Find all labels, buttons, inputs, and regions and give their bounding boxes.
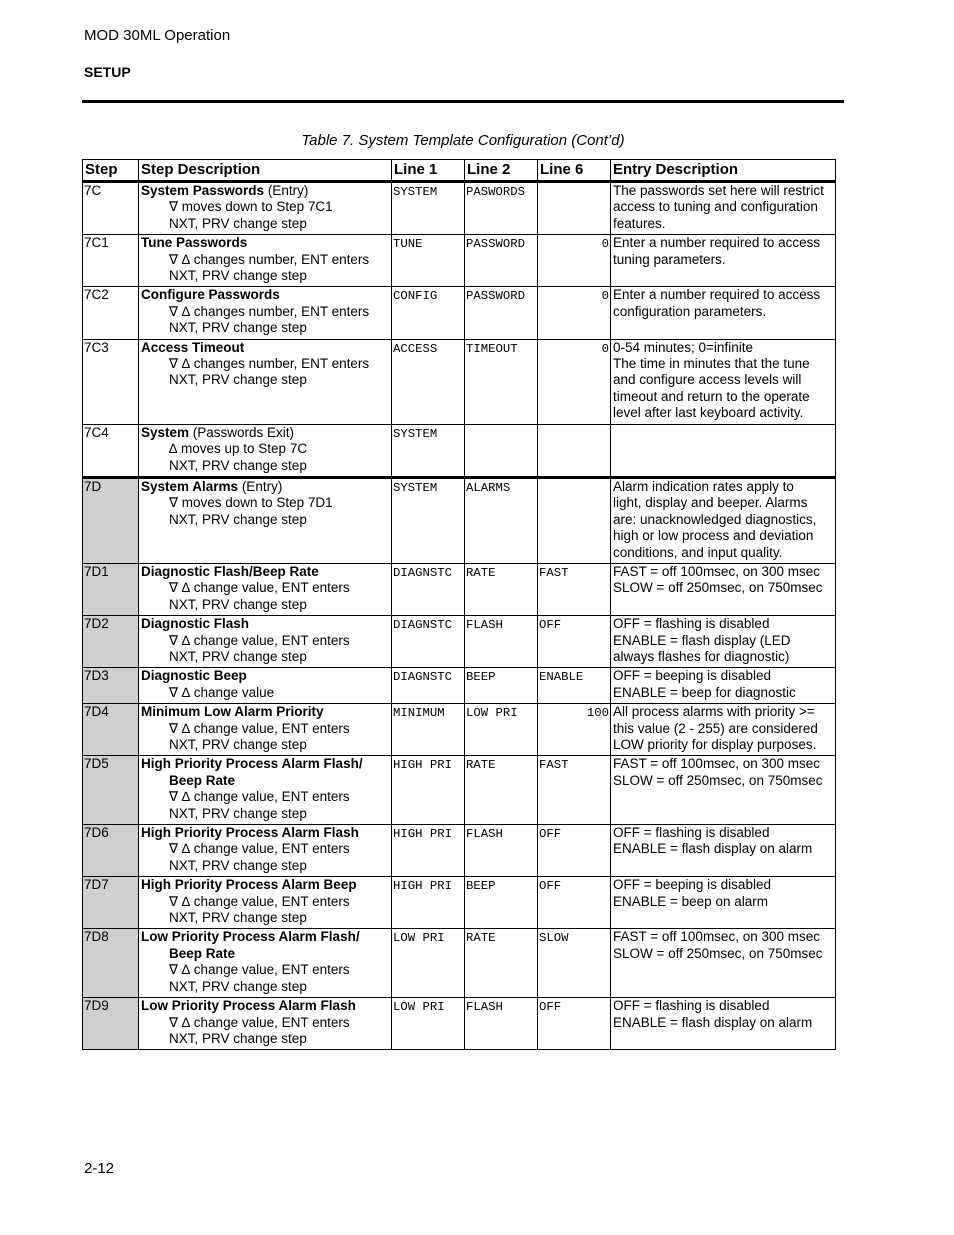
entry-description-line: Alarm indication rates apply to: [613, 478, 794, 494]
line-1-cell: HIGH PRI: [392, 877, 465, 929]
entry-description-cell: [611, 182, 836, 235]
line-1-cell: MINIMUM: [392, 704, 465, 756]
entry-description-line: conditions, and input quality.: [613, 544, 783, 560]
entry-description-cell: [611, 929, 836, 998]
step-cell: 7D7: [83, 877, 139, 929]
step-description-cell: [139, 287, 392, 339]
line-1-cell: CONFIG: [392, 287, 465, 339]
entry-description-line: FAST = off 100msec, on 300 msec: [613, 929, 820, 945]
entry-description-line: LOW priority for display purposes.: [613, 737, 817, 752]
navigation-instruction: NXT, PRV change step: [169, 596, 307, 612]
key-instruction: ∇ ∆ change value, ENT enters: [169, 841, 350, 857]
navigation-instruction: NXT, PRV change step: [169, 1030, 307, 1046]
navigation-instruction: NXT, PRV change step: [169, 268, 307, 284]
entry-description-line: SLOW = off 250msec, on 750msec: [613, 580, 823, 596]
key-instruction: ∆ moves up to Step 7C: [169, 441, 308, 457]
key-instruction: ∇ moves down to Step 7D1: [169, 495, 333, 511]
step-cell: 7C1: [83, 235, 139, 287]
step-description-cell: [139, 616, 392, 668]
line-1-cell: SYSTEM: [392, 424, 465, 477]
line-1-cell: DIAGNSTC: [392, 563, 465, 615]
navigation-instruction: NXT, PRV change step: [169, 978, 307, 994]
line-1-cell: LOW PRI: [392, 998, 465, 1050]
table-caption: Table 7. System Template Configuration (Cont’d): [301, 132, 625, 149]
line-2-cell: TIMEOUT: [465, 339, 538, 424]
step-title-suffix: (Entry): [264, 183, 309, 198]
entry-description-line: FAST = off 100msec, on 300 msec: [613, 563, 820, 579]
step-title-continued: Beep Rate: [169, 945, 236, 961]
entry-description-cell: [611, 477, 836, 563]
step-title-line: [141, 825, 389, 841]
step-cell: 7D9: [83, 998, 139, 1050]
step-title: Low Priority Process Alarm Flash: [141, 998, 356, 1014]
entry-description-line: always flashes for diagnostic): [613, 648, 790, 664]
step-description-cell: [139, 477, 392, 563]
step-title-line: [141, 877, 389, 893]
line-6-cell: FAST: [538, 563, 611, 615]
entry-description-line: light, display and beeper. Alarms: [613, 495, 808, 511]
step-cell: 7D5: [83, 756, 139, 825]
step-description-cell: [139, 563, 392, 615]
key-instruction: ∇ ∆ change value: [169, 684, 275, 700]
step-cell: 7D8: [83, 929, 139, 998]
line-1-cell: HIGH PRI: [392, 756, 465, 825]
step-cell: 7D1: [83, 563, 139, 615]
column-header-step: Step: [83, 160, 139, 182]
step-description-cell: [139, 877, 392, 929]
step-title: Minimum Low Alarm Priority: [141, 704, 324, 720]
step-title-line: [141, 929, 389, 945]
entry-description-line: ENABLE = flash display on alarm: [613, 841, 813, 857]
entry-description-line: SLOW = off 250msec, on 750msec: [613, 772, 823, 788]
step-title-line: [141, 235, 389, 251]
line-6-cell: OFF: [538, 877, 611, 929]
step-title-line: [141, 340, 389, 356]
step-cell: 7D4: [83, 704, 139, 756]
entry-description-line: OFF = flashing is disabled: [613, 825, 770, 841]
key-instruction: ∇ ∆ changes number, ENT enters: [169, 303, 370, 319]
navigation-instruction: NXT, PRV change step: [169, 215, 307, 231]
entry-description-line: OFF = flashing is disabled: [613, 616, 770, 632]
document-title: MOD 30ML Operation: [84, 27, 231, 44]
line-2-cell: [465, 424, 538, 477]
navigation-instruction: NXT, PRV change step: [169, 857, 307, 873]
entry-description-line: are: unacknowledged diagnostics,: [613, 511, 817, 527]
line-1-cell: HIGH PRI: [392, 825, 465, 877]
line-6-cell: [538, 424, 611, 477]
table-row: [83, 825, 836, 877]
step-cell: 7D: [83, 477, 139, 563]
page-number: 2-12: [84, 1160, 115, 1177]
key-instruction: ∇ ∆ change value, ENT enters: [169, 789, 350, 805]
entry-description-line: 0-54 minutes; 0=infinite: [613, 339, 753, 355]
line-6-cell: 0: [538, 235, 611, 287]
header-rule: [82, 100, 844, 103]
step-title-line: [141, 704, 389, 720]
step-cell: 7C: [83, 182, 139, 235]
step-description-cell: [139, 235, 392, 287]
step-title-line: [141, 287, 389, 303]
entry-description-line: Enter a number required to access: [613, 287, 821, 303]
entry-description-cell: [611, 998, 836, 1050]
column-header-line-2: Line 2: [465, 160, 538, 182]
step-title: High Priority Process Alarm Flash/: [141, 756, 363, 772]
table-row: [83, 877, 836, 929]
entry-description-cell: [611, 424, 836, 477]
key-instruction: ∇ ∆ change value, ENT enters: [169, 632, 350, 648]
table-row: [83, 998, 836, 1050]
step-title: System Passwords: [141, 183, 265, 198]
navigation-instruction: NXT, PRV change step: [169, 910, 307, 926]
line-6-cell: OFF: [538, 616, 611, 668]
step-description-cell: [139, 704, 392, 756]
column-header-line-6: Line 6: [538, 160, 611, 182]
step-title: Diagnostic Flash: [141, 616, 250, 632]
step-title-suffix: (Entry): [238, 478, 283, 494]
line-2-cell: FLASH: [465, 616, 538, 668]
step-description-cell: [139, 182, 392, 235]
entry-description-line: level after last keyboard activity.: [613, 405, 804, 421]
navigation-instruction: NXT, PRV change step: [169, 737, 307, 752]
line-6-cell: OFF: [538, 998, 611, 1050]
entry-description-cell: [611, 704, 836, 756]
step-description-cell: [139, 339, 392, 424]
step-cell: 7C4: [83, 424, 139, 477]
key-instruction: ∇ ∆ changes number, ENT enters: [169, 356, 370, 372]
step-description-cell: [139, 424, 392, 477]
line-2-cell: ALARMS: [465, 477, 538, 563]
step-title: Tune Passwords: [141, 235, 248, 251]
step-description-cell: [139, 756, 392, 825]
section-heading: SETUP: [84, 64, 131, 80]
entry-description-cell: [611, 756, 836, 825]
line-6-cell: ENABLE: [538, 668, 611, 704]
entry-description-line: timeout and return to the operate: [613, 388, 810, 404]
table-row: [83, 929, 836, 998]
entry-description-line: features.: [613, 215, 666, 231]
step-cell: 7D3: [83, 668, 139, 704]
entry-description-cell: [611, 287, 836, 339]
key-instruction: ∇ moves down to Step 7C1: [169, 199, 333, 215]
key-instruction: ∇ ∆ change value, ENT enters: [169, 720, 350, 736]
table-row: [83, 756, 836, 825]
line-2-cell: LOW PRI: [465, 704, 538, 756]
table-row: [83, 668, 836, 704]
entry-description-line: ENABLE = flash display (LED: [613, 632, 791, 648]
entry-description-line: The passwords set here will restrict: [613, 183, 824, 198]
entry-description-cell: [611, 877, 836, 929]
step-title: System Alarms: [141, 478, 239, 494]
line-1-cell: TUNE: [392, 235, 465, 287]
entry-description-cell: [611, 563, 836, 615]
line-6-cell: 0: [538, 339, 611, 424]
key-instruction: ∇ ∆ changes number, ENT enters: [169, 251, 370, 267]
line-6-cell: [538, 182, 611, 235]
table-row: [83, 235, 836, 287]
entry-description-line: and configure access levels will: [613, 372, 802, 388]
step-title: Diagnostic Beep: [141, 668, 247, 684]
step-title: High Priority Process Alarm Flash: [141, 825, 359, 841]
entry-description-line: access to tuning and configuration: [613, 199, 818, 215]
system-template-table: [82, 159, 836, 1050]
table-row: [83, 563, 836, 615]
table-row: [83, 704, 836, 756]
entry-description-line: Enter a number required to access: [613, 235, 821, 251]
table-row: [83, 424, 836, 477]
line-2-cell: PASSWORD: [465, 287, 538, 339]
navigation-instruction: NXT, PRV change step: [169, 457, 307, 473]
step-title-line: [141, 425, 389, 441]
step-title-line: [141, 756, 389, 772]
step-cell: 7C2: [83, 287, 139, 339]
entry-description-line: SLOW = off 250msec, on 750msec: [613, 945, 823, 961]
step-title-line: [141, 668, 389, 684]
entry-description-line: OFF = beeping is disabled: [613, 668, 771, 684]
line-6-cell: 0: [538, 287, 611, 339]
step-title-line: [141, 479, 389, 495]
entry-description-line: FAST = off 100msec, on 300 msec: [613, 756, 820, 772]
step-title: Diagnostic Flash/Beep Rate: [141, 563, 319, 579]
line-1-cell: SYSTEM: [392, 182, 465, 235]
line-2-cell: RATE: [465, 929, 538, 998]
table-body: [83, 182, 836, 1050]
line-2-cell: FLASH: [465, 998, 538, 1050]
entry-description-line: configuration parameters.: [613, 303, 767, 319]
step-title-line: [141, 998, 389, 1014]
table-header-row: [83, 160, 836, 182]
step-description-cell: [139, 825, 392, 877]
entry-description-line: ENABLE = beep on alarm: [613, 893, 768, 909]
navigation-instruction: NXT, PRV change step: [169, 805, 307, 821]
step-cell: 7D2: [83, 616, 139, 668]
step-title-line: [141, 564, 389, 580]
line-1-cell: DIAGNSTC: [392, 668, 465, 704]
line-2-cell: PASSWORD: [465, 235, 538, 287]
line-1-cell: ACCESS: [392, 339, 465, 424]
step-title-suffix: (Passwords Exit): [189, 424, 295, 440]
step-title-line: [141, 616, 389, 632]
column-header-step-description: Step Description: [139, 160, 392, 182]
entry-description-cell: [611, 825, 836, 877]
step-title: Low Priority Process Alarm Flash/: [141, 929, 360, 945]
line-2-cell: BEEP: [465, 877, 538, 929]
step-cell: 7D6: [83, 825, 139, 877]
step-title-line: [141, 183, 389, 199]
step-title-continued: Beep Rate: [169, 772, 236, 788]
entry-description-line: All process alarms with priority >=: [613, 704, 815, 720]
entry-description-line: ENABLE = beep for diagnostic: [613, 684, 796, 700]
line-2-cell: RATE: [465, 563, 538, 615]
key-instruction: ∇ ∆ change value, ENT enters: [169, 962, 350, 978]
table-row: [83, 616, 836, 668]
key-instruction: ∇ ∆ change value, ENT enters: [169, 893, 350, 909]
step-description-cell: [139, 998, 392, 1050]
line-2-cell: PASWORDS: [465, 182, 538, 235]
line-6-cell: FAST: [538, 756, 611, 825]
step-description-cell: [139, 668, 392, 704]
entry-description-line: tuning parameters.: [613, 251, 726, 267]
key-instruction: ∇ ∆ change value, ENT enters: [169, 580, 350, 596]
navigation-instruction: NXT, PRV change step: [169, 372, 307, 388]
line-2-cell: BEEP: [465, 668, 538, 704]
step-cell: 7C3: [83, 339, 139, 424]
table-row: [83, 182, 836, 235]
entry-description-line: high or low process and deviation: [613, 528, 814, 544]
navigation-instruction: NXT, PRV change step: [169, 648, 307, 664]
navigation-instruction: NXT, PRV change step: [169, 511, 307, 527]
line-6-cell: OFF: [538, 825, 611, 877]
entry-description-cell: [611, 668, 836, 704]
navigation-instruction: NXT, PRV change step: [169, 320, 307, 336]
line-6-cell: SLOW: [538, 929, 611, 998]
entry-description-line: The time in minutes that the tune: [613, 356, 810, 372]
line-2-cell: RATE: [465, 756, 538, 825]
entry-description-cell: [611, 339, 836, 424]
entry-description-line: OFF = beeping is disabled: [613, 877, 771, 893]
line-6-cell: 100: [538, 704, 611, 756]
line-1-cell: SYSTEM: [392, 477, 465, 563]
step-description-cell: [139, 929, 392, 998]
line-2-cell: FLASH: [465, 825, 538, 877]
table-row: [83, 339, 836, 424]
entry-description-line: ENABLE = flash display on alarm: [613, 1014, 813, 1030]
line-1-cell: LOW PRI: [392, 929, 465, 998]
entry-description-cell: [611, 235, 836, 287]
line-1-cell: DIAGNSTC: [392, 616, 465, 668]
step-title: Access Timeout: [141, 339, 245, 355]
line-6-cell: [538, 477, 611, 563]
step-title: High Priority Process Alarm Beep: [141, 877, 357, 893]
key-instruction: ∇ ∆ change value, ENT enters: [169, 1014, 350, 1030]
entry-description-line: OFF = flashing is disabled: [613, 998, 770, 1014]
column-header-line-1: Line 1: [392, 160, 465, 182]
column-header-entry-description: Entry Description: [611, 160, 836, 182]
step-title: System: [141, 424, 190, 440]
entry-description-line: this value (2 - 255) are considered: [613, 720, 818, 736]
entry-description-cell: [611, 616, 836, 668]
table-row: [83, 287, 836, 339]
table-row: [83, 477, 836, 563]
step-title: Configure Passwords: [141, 287, 280, 303]
